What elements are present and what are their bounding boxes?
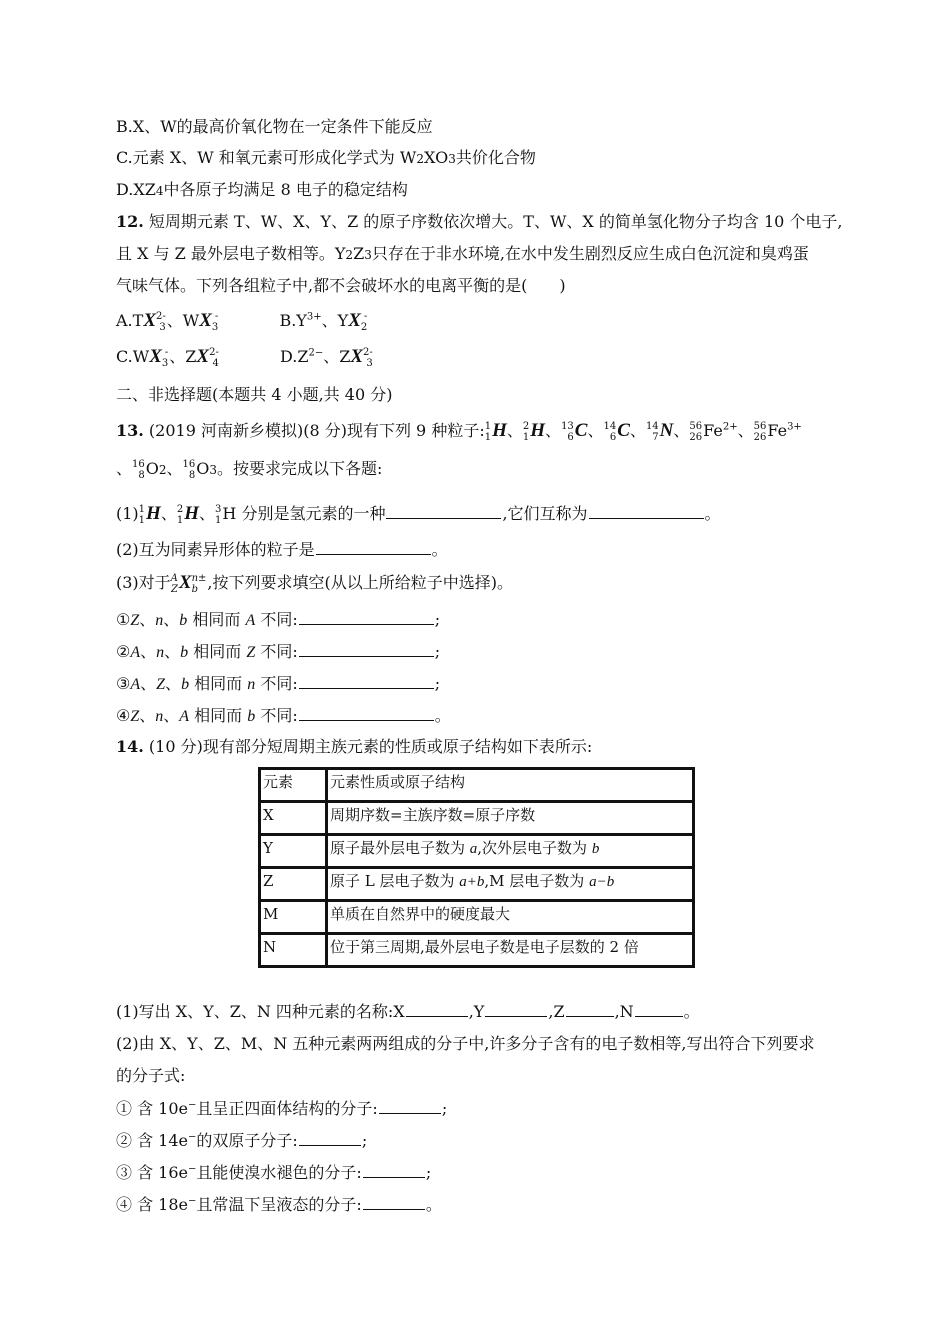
answer-blank[interactable] [406,1000,468,1017]
option-11b: B.X、W的最高价氧化物在一定条件下能反应 [116,117,433,136]
answer-blank[interactable] [485,1000,547,1017]
answer-blank[interactable] [386,502,501,519]
question-12-line2: 且 X 与 Z 最外层电子数相等。Y2Z3只存在于非水环境,在水中发生剧烈反应生成白色沉淀和臭鸡蛋 [116,244,809,263]
option-12b: $B.Y^{3+}$、YX - 2 [279,310,368,333]
option-12a: A.TX 2- 3 、WX - 3 [116,310,219,333]
answer-blank[interactable] [299,1129,361,1146]
table-row: M 单质在自然界中的硬度最大 [260,901,694,934]
question-12-line3: 气味气体。下列各组粒子中,都不会破坏水的电离平衡的是( ) [116,276,566,295]
q13-part2: (2)互为同素异形体的粒子是 。 [116,540,448,559]
answer-blank[interactable] [379,1097,441,1114]
question-12-line1: 12. 短周期元素 T、W、X、Y、Z 的原子序数依次增大。T、W、X 的简单氢化物分子均含 10 个电子, [116,212,843,231]
q13-sub3: ③A、Z、b 相同而 n 不同: ; [116,674,441,693]
element-table [258,767,695,968]
table-row: X 周期序数=主族序数=原子序数 [260,802,694,835]
question-14-intro: 14. (10 分)现有部分短周期主族元素的性质或原子结构如下表所示: [116,737,593,756]
option-12c: C.WX - 3 、ZX 2- 4 [116,346,219,369]
table-row: Z 原子 L 层电子数为 a+b,M 层电子数为 a−b [260,868,694,901]
q14-part1: (1)写出 X、Y、Z、N 四种元素的名称:X ,Y ,Z ,N 。 [116,1002,700,1021]
q14-sub2: ② 含 14e−的双原子分子: ; [116,1131,368,1150]
answer-blank[interactable] [299,608,434,625]
answer-blank[interactable] [589,502,704,519]
table-row: Y 原子最外层电子数为 a,次外层电子数为 b [260,835,694,868]
option-12d: $D.Z^{2-}$、ZX 2- 3 [280,346,373,369]
q14-sub3: ③ 含 16e−且能使溴水褪色的分子: ; [116,1163,432,1182]
q14-part2-line1: (2)由 X、Y、Z、M、N 五种元素两两组成的分子中,许多分子含有的电子数相等,写出符合下列要求 [116,1034,815,1053]
answer-blank[interactable] [363,1193,425,1210]
option-11c: C.元素 X、W 和氧元素可形成化学式为 W2XO3共价化合物 [116,148,536,167]
table-header: 元素 元素性质或原子结构 [260,769,694,802]
q13-sub2: ②A、n、b 相同而 Z 不同: ; [116,642,441,661]
q13-sub1: ①Z、n、b 相同而 A 不同: ; [116,610,441,629]
answer-blank[interactable] [363,1161,425,1178]
q12-options-cd [116,346,374,369]
answer-blank[interactable] [635,1000,683,1017]
q13-part1: (1) 1 1 H、 2 1 H、 3 1 H 分别是氢元素的一种 ,它们互称为 。 [116,503,721,526]
q14-sub4: ④ 含 18e−且常温下呈液态的分子: 。 [116,1195,442,1214]
question-13-line2: 、 16 8 O2、 16 8 O3。按要求完成以下各题: [116,458,383,481]
q14-part2-line2: 的分子式: [116,1066,186,1085]
answer-blank[interactable] [566,1000,614,1017]
table-row: N 位于第三周期,最外层电子数是电子层数的 2 倍 [260,934,694,967]
q13-sub4: ④Z、n、A 相同而 b 不同: 。 [116,706,451,725]
section-2-heading: 二、非选择题(本题共 4 小题,共 40 分) [116,385,393,404]
q13-part3: (3)对于 A Z X n± b ,按下列要求填空(从以上所给粒子中选择)。 [116,572,513,595]
q14-sub1: ① 含 10e−且呈正四面体结构的分子: ; [116,1099,448,1118]
answer-blank[interactable] [299,672,434,689]
option-11d: D.XZ4中各原子均满足 8 电子的稳定结构 [116,180,408,199]
question-13-line1: 13. (2019 河南新乡模拟)(8 分)现有下列 9 种粒子: 1 1 H、 2 1 H、 13 6 C、 14 6 C、 14 7 N、 56 26 $Fe^{2+}$、 56 26 $Fe^{3+}$ [116,420,802,443]
answer-blank[interactable] [299,640,434,657]
q12-options-ab [116,310,368,333]
answer-blank[interactable] [316,538,431,555]
answer-blank[interactable] [299,704,434,721]
